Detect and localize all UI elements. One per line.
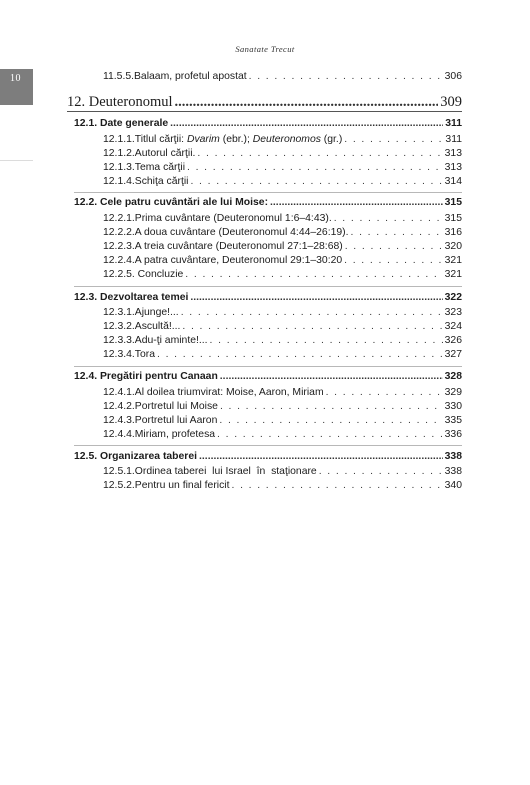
toc-entry-12-3-3[interactable]: [0, 334, 530, 348]
toc-entry-label: 12.3.3.Adu-ţi aminte!...: [103, 335, 208, 346]
toc-entry-label: 12.2.1.Prima cuvântare (Deuteronomul 1:6–4:43).: [103, 213, 332, 224]
label-italic-greek: Deuteronomos: [252, 134, 321, 145]
toc-entry-label: 12.2.3.A treia cuvântare (Deuteronomul 27:1–28:68): [103, 241, 343, 252]
toc-entry-page: 314: [444, 176, 462, 187]
dot-leader: [319, 465, 443, 479]
toc-entry-label: 12.4.4.Miriam, profetesa: [103, 429, 216, 440]
toc-entry-label: 12.1.4.Schiţa cărţii: [103, 176, 189, 187]
toc-entry-page: 335: [444, 415, 462, 426]
toc-entry-page: 324: [444, 321, 462, 332]
section-title: 12.1. Date generale: [74, 118, 169, 129]
dot-leader: [345, 240, 443, 254]
toc-entry-page: 321: [444, 255, 462, 266]
dot-leader: [170, 117, 443, 131]
toc-section-12-4[interactable]: [0, 370, 530, 384]
section-divider: [74, 445, 462, 446]
toc-section-12-3[interactable]: [0, 291, 530, 305]
dot-leader: [199, 450, 443, 464]
section-divider: [74, 286, 462, 287]
toc-entry-page: 320: [444, 241, 462, 252]
section-title: 12.3. Dezvoltarea temei: [74, 292, 189, 303]
section-page: 322: [444, 292, 462, 303]
toc-entry-12-5-1[interactable]: [0, 465, 530, 479]
toc-entry-page: 315: [444, 213, 462, 224]
toc-entry-12-4-2[interactable]: [0, 400, 530, 414]
toc-entry-label: 12.2.5. Concluzie: [103, 269, 184, 280]
dot-leader: [344, 133, 443, 147]
toc-section-12-2[interactable]: [0, 196, 530, 210]
toc-entry-label: 12.2.4.A patra cuvântare, Deuteronomul 29:1–30:20: [103, 255, 343, 266]
toc-entry-page: 323: [444, 307, 462, 318]
dot-leader: [181, 306, 443, 320]
dot-leader: [334, 212, 443, 226]
label-prefix: 12.1.1.Titlul cărţii:: [103, 134, 187, 145]
chapter-title: 12. Deuteronomul: [67, 94, 173, 110]
toc-entry-12-1-2[interactable]: [0, 147, 530, 161]
dot-leader: [190, 175, 442, 189]
toc-entry-page: 306: [444, 71, 462, 82]
dot-leader: [182, 320, 442, 334]
toc-entry-12-4-1[interactable]: [0, 386, 530, 400]
dot-leader: [232, 479, 443, 493]
toc-entry-12-1-4[interactable]: [0, 175, 530, 189]
toc-entry-label: 12.3.2.Ascultă!...: [103, 321, 181, 332]
toc-entry-12-2-1[interactable]: [0, 212, 530, 226]
toc-entry-page: 311: [445, 134, 462, 145]
toc-entry-label: 12.1.3.Tema cărţii: [103, 162, 186, 173]
toc-entry-page: 327: [444, 349, 462, 360]
toc-entry-page: 313: [444, 148, 462, 159]
chapter-underline: [67, 111, 462, 112]
toc-entry-page: 330: [444, 401, 462, 412]
toc-entry-page: 313: [444, 162, 462, 173]
label-mid: (ebr.);: [219, 134, 253, 145]
toc-entry-12-3-2[interactable]: [0, 320, 530, 334]
toc-entry-label: 12.4.3.Portretul lui Aaron: [103, 415, 218, 426]
toc-entry-label: 12.4.1.Al doilea triumvirat: Moise, Aaron, Miriam: [103, 387, 324, 398]
section-page: 338: [444, 451, 462, 462]
dot-leader: [270, 196, 443, 210]
toc-entry-label: 12.4.2.Portretul lui Moise: [103, 401, 218, 412]
toc-entry-12-1-1[interactable]: [0, 133, 530, 147]
toc-entry-label: 12.1.2.Autorul cărţii.: [103, 148, 196, 159]
dot-leader: [219, 414, 442, 428]
toc-entry-label: [103, 133, 342, 147]
toc-entry-12-4-4[interactable]: [0, 428, 530, 442]
section-divider: [74, 192, 462, 193]
toc-entry-12-1-3[interactable]: [0, 161, 530, 175]
toc-entry-label: 12.5.2.Pentru un final fericit: [103, 480, 230, 491]
dot-leader: [187, 161, 443, 175]
toc-section-12-5[interactable]: [0, 450, 530, 464]
label-italic-hebrew: Dvarim: [186, 134, 220, 145]
toc-entry-12-2-4[interactable]: [0, 254, 530, 268]
section-title: 12.5. Organizarea taberei: [74, 451, 198, 462]
section-title: 12.4. Pregătiri pentru Canaan: [74, 371, 218, 382]
toc-entry-12-3-1[interactable]: [0, 306, 530, 320]
toc-entry-label: 12.2.2.A doua cuvântare (Deuteronomul 4:44–26:19).: [103, 227, 349, 238]
toc-entry-label: 12.3.1.Ajunge!...: [103, 307, 179, 318]
label-suffix: (gr.): [320, 134, 343, 145]
toc-entry-page: 326: [444, 335, 462, 346]
dot-leader: [220, 370, 443, 384]
dot-leader: [175, 93, 439, 111]
dot-leader: [326, 386, 443, 400]
toc-entry-12-5-2[interactable]: [0, 479, 530, 493]
toc-entry-page: 338: [444, 466, 462, 477]
toc-entry-12-3-4[interactable]: [0, 348, 530, 362]
toc-entry-label: 12.3.4.Tora: [103, 349, 155, 360]
section-page: 315: [444, 197, 462, 208]
section-divider: [74, 366, 462, 367]
page-number: 10: [10, 73, 21, 84]
toc-entry-label: 11.5.5.Balaam, profetul apostat: [103, 71, 247, 82]
toc-entry-11-5-5[interactable]: [0, 70, 530, 84]
toc-entry-page: 340: [444, 480, 462, 491]
toc-chapter-12[interactable]: [0, 93, 530, 111]
dot-leader: [249, 70, 443, 84]
toc-entry-12-4-3[interactable]: [0, 414, 530, 428]
dot-leader: [220, 400, 443, 414]
chapter-page: 309: [440, 94, 462, 110]
dot-leader: [190, 291, 442, 305]
section-page: 328: [444, 371, 462, 382]
dot-leader: [210, 334, 443, 348]
running-head: Sanatate Trecut: [235, 44, 295, 54]
dot-leader: [185, 268, 442, 282]
toc-entry-12-2-2[interactable]: [0, 226, 530, 240]
toc-entry-page: 336: [444, 429, 462, 440]
toc-entry-page: 321: [444, 269, 462, 280]
toc-entry-page: 329: [444, 387, 462, 398]
dot-leader: [351, 226, 443, 240]
section-page: 311: [445, 118, 462, 129]
toc-entry-label: 12.5.1.Ordinea taberei lui Israel în staţionare: [103, 466, 317, 477]
dot-leader: [197, 147, 442, 161]
dot-leader: [217, 428, 443, 442]
dot-leader: [344, 254, 443, 268]
toc-section-12-1[interactable]: [0, 117, 530, 131]
section-title: 12.2. Cele patru cuvântări ale lui Moise:: [74, 197, 269, 208]
toc-entry-page: 316: [444, 227, 462, 238]
dot-leader: [157, 348, 443, 362]
toc-entry-12-2-5[interactable]: [0, 268, 530, 282]
toc-entry-12-2-3[interactable]: [0, 240, 530, 254]
